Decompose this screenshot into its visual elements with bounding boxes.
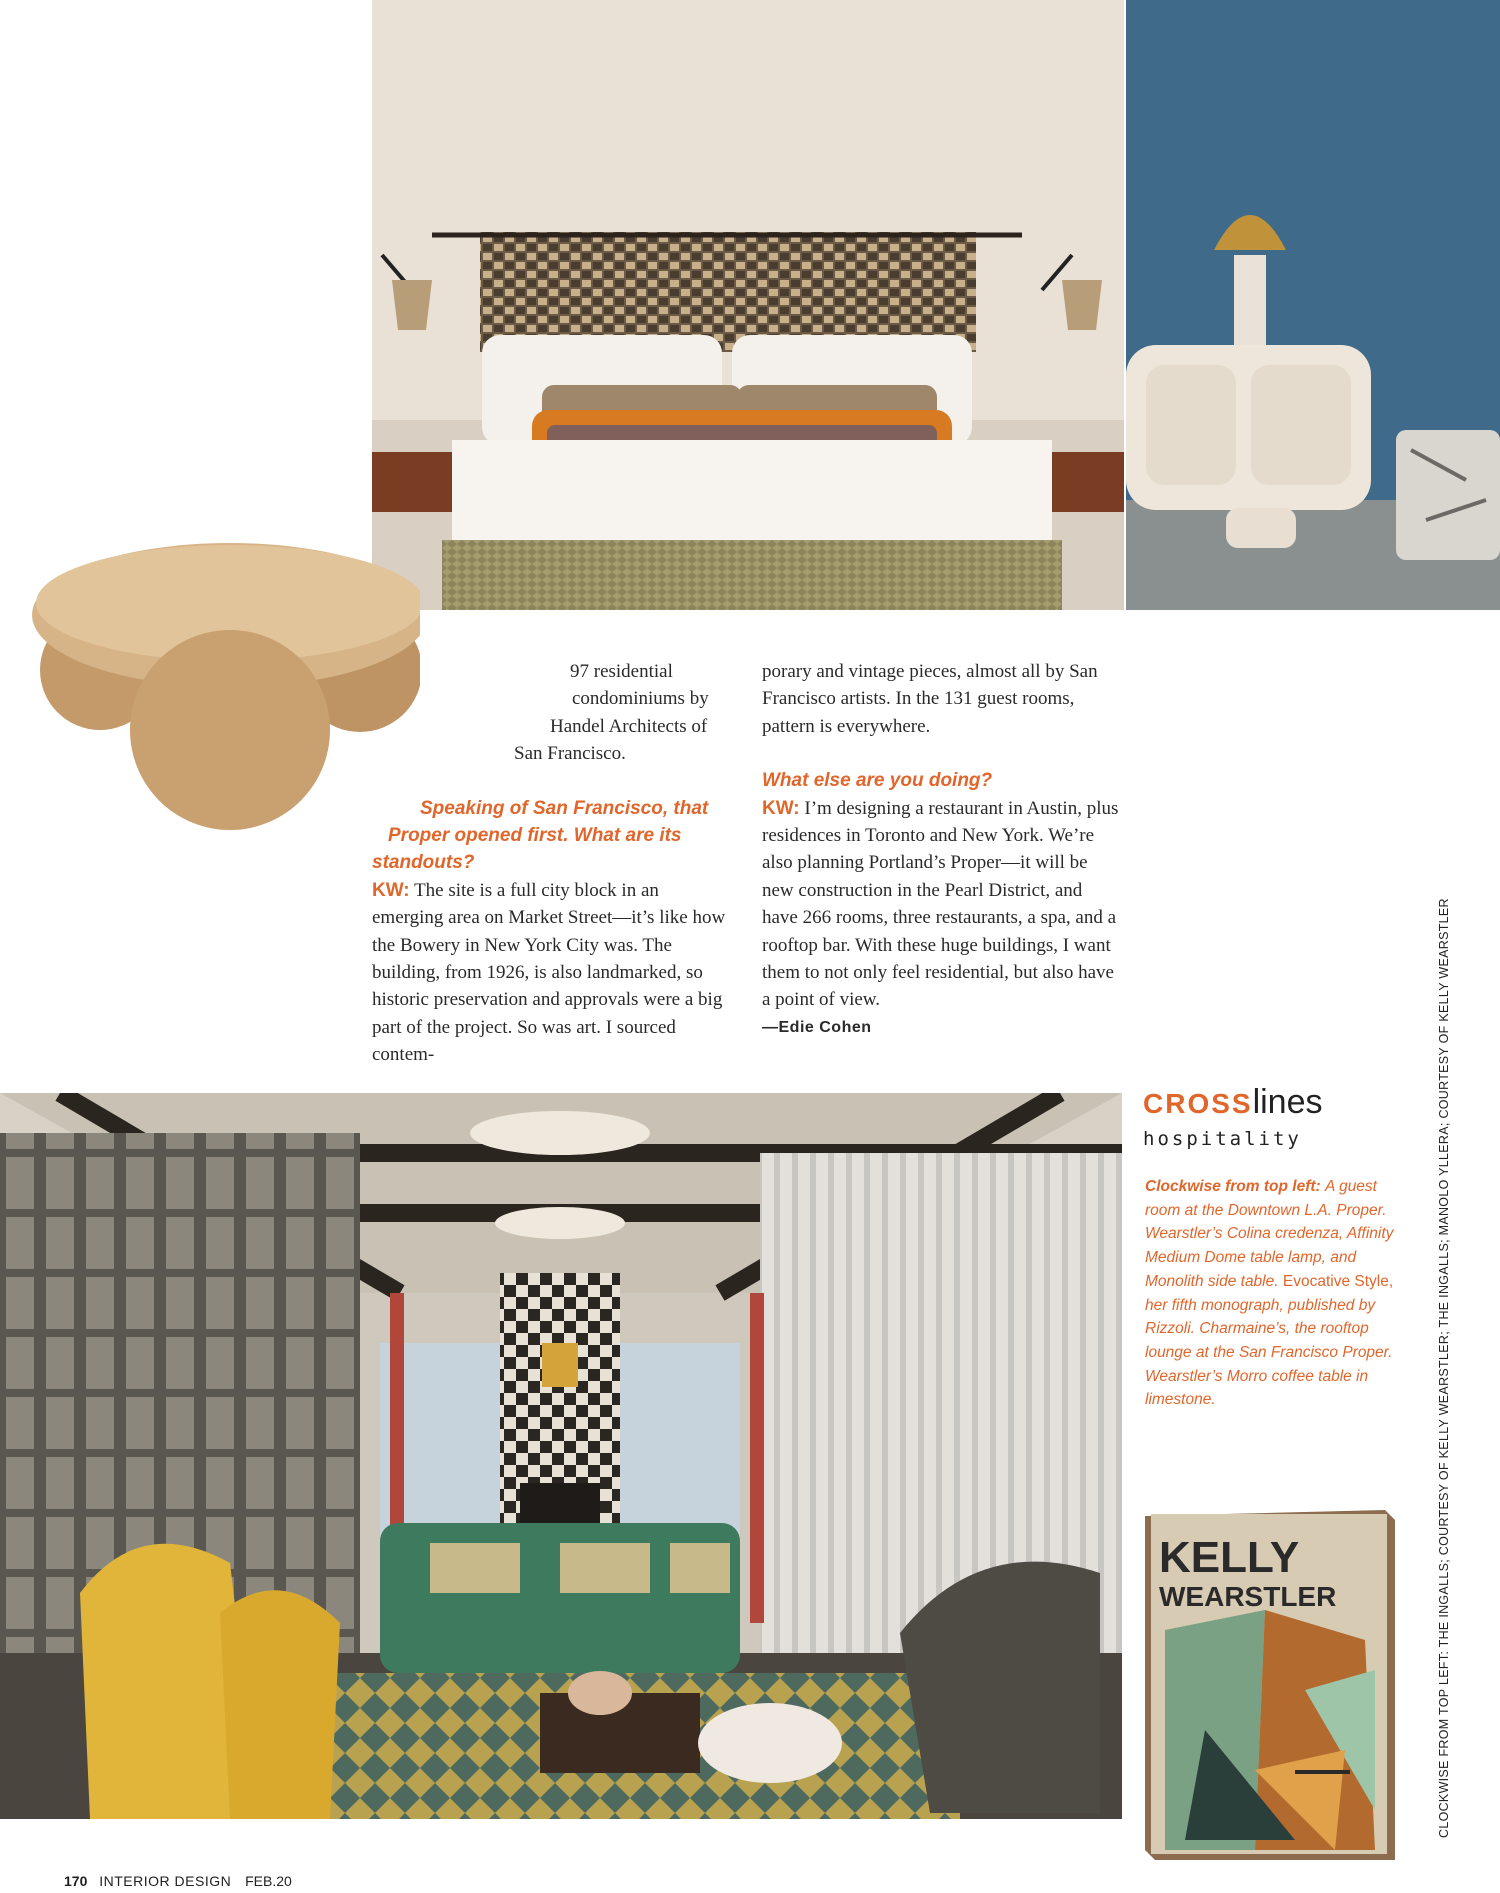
answer-label: KW: xyxy=(372,879,410,901)
article-column-2 xyxy=(762,658,1122,1041)
answer-standouts-text: The site is a full city block in an emerging area on Market Street—it’s like how the Bowery in New York City was. The building, from 1926, is also landmarked, so historic preservation and approvals were a big part of the project. So was art. I sourced contem- xyxy=(372,879,726,1066)
page-number: 170 xyxy=(64,1873,88,1889)
department-lines: lines xyxy=(1252,1083,1323,1121)
answer-else-text: I’m designing a restaurant in Austin, plus residences in Toronto and New York. We’re also planning Portland’s Proper—it will be new construction in the Pearl District, and have 266 rooms, three restaurants, a spa, and a rooftop bar. With these huge buildings, I want them to not only feel residential, but also have a point of view. xyxy=(762,797,1119,1011)
department-cross: CROSS xyxy=(1143,1088,1253,1119)
caption-part3: Charmaine’s, the rooftop lounge at the San Francisco Proper. Wearstler’s Morro coffee table in limestone. xyxy=(1145,1320,1393,1409)
department-header xyxy=(1143,1083,1323,1150)
department-subtitle: hospitality xyxy=(1143,1128,1302,1150)
caption-part2: her fifth monograph, published by Rizzoli. xyxy=(1145,1296,1376,1338)
col2-continued: porary and vintage pieces, almost all by San Francisco artists. In the 131 guest rooms, pattern is everywhere. xyxy=(762,661,1098,737)
credenza-photo xyxy=(1126,0,1500,610)
col1-line3: Handel Architects of xyxy=(550,715,708,737)
page-folio xyxy=(64,1873,292,1889)
book-title-line2: WEARSTLER xyxy=(1159,1581,1337,1612)
article-column-1 xyxy=(372,658,732,1069)
col1-line1: 97 residential xyxy=(570,661,673,682)
question-standouts-c: standouts? xyxy=(372,852,475,874)
answer-else xyxy=(762,795,1122,1014)
issue-date: FEB.20 xyxy=(245,1873,292,1889)
question-else: What else are you doing? xyxy=(762,770,993,792)
col1-line4: San Francisco. xyxy=(514,743,626,765)
photo-credit: CLOCKWISE FROM TOP LEFT: THE INGALLS; COURTESY OF KELLY WEARSTLER; THE INGALLS; MANOLO YLLERA; COURTESY OF KELLY WEARSTLER xyxy=(1437,898,1451,1838)
lounge-photo xyxy=(0,1093,1122,1819)
answer-standouts xyxy=(372,877,732,1069)
col1-line2: condominiums by xyxy=(572,688,709,710)
book-title-line1: KELLY xyxy=(1159,1533,1300,1582)
caption-lead: Clockwise from top left: xyxy=(1145,1178,1321,1195)
byline: —Edie Cohen xyxy=(762,1018,872,1036)
caption-part1: A guest room at the Downtown L.A. Proper. Wearstler’s Colina credenza, Affinity Medium Dome table lamp, and Monolith side table. xyxy=(1145,1178,1394,1290)
book-cover xyxy=(1145,1510,1395,1860)
photo-caption xyxy=(1145,1175,1395,1412)
question-standouts-a: Speaking of San Francisco, that xyxy=(420,797,709,819)
answer-label: KW: xyxy=(762,797,800,819)
magazine-name: INTERIOR DESIGN xyxy=(99,1873,232,1889)
caption-book-title: Evocative Style, xyxy=(1282,1272,1394,1290)
bedroom-photo xyxy=(372,0,1124,610)
question-standouts-b: Proper opened first. What are its xyxy=(388,825,682,847)
coffee-table-photo xyxy=(30,535,420,835)
